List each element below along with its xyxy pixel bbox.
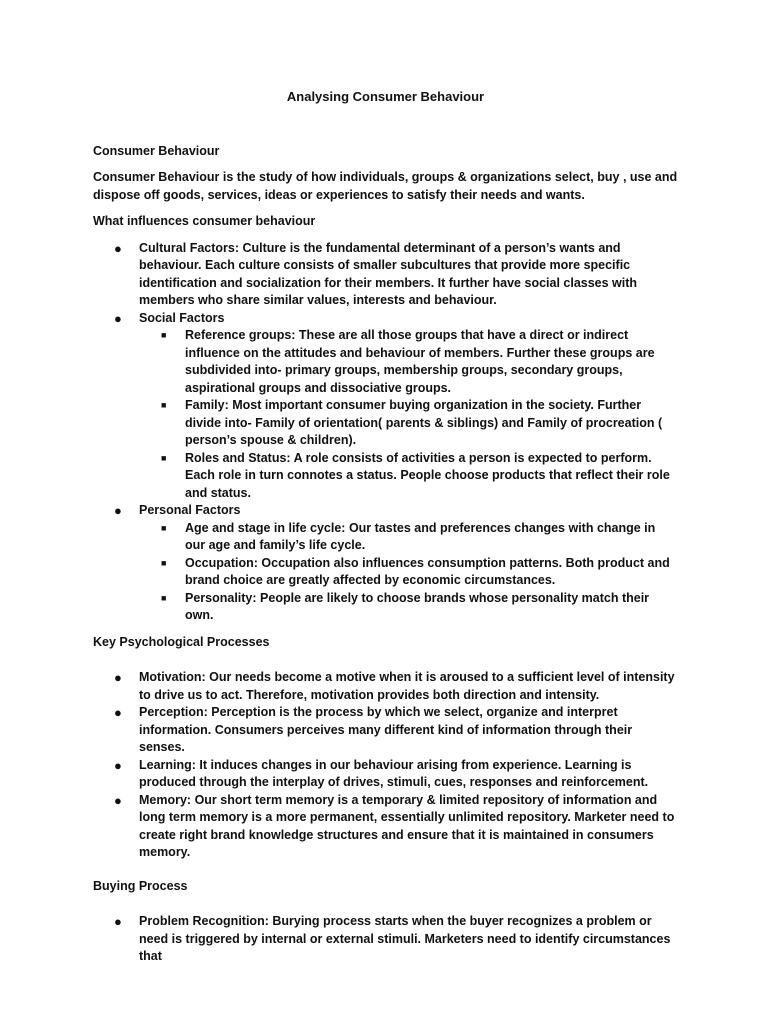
section-heading-consumer-behaviour: Consumer Behaviour [93, 143, 220, 158]
section-heading-buying-process: Buying Process [93, 878, 188, 893]
item-term: Motivation: [139, 670, 206, 684]
bullet-icon: ● [114, 240, 122, 256]
buying-process-list [93, 913, 678, 966]
item-text: Culture is the fundamental determinant of a person’s wants and behaviour. Each culture consists of smaller subcultures that provide more specific identification and socialization for their members. It further have social classes with members who share similar values, interests and behaviour. [139, 240, 638, 307]
bullet-icon: ● [114, 757, 122, 773]
item-term: Personality: [185, 590, 257, 605]
bullet-icon: ● [114, 792, 122, 808]
list-item [93, 240, 678, 310]
item-text: Perception is the process by which we select, organize and interpret information. Consumers perceives many different kind of information through their senses. [139, 705, 633, 754]
item-text: Most important consumer buying organization in the society. Further divide into- Family of orientation( parents & siblings) and Family of procreation ( person’s spouse & children). [185, 398, 663, 447]
item-term: Reference groups: [185, 328, 296, 342]
item-text: People are likely to choose brands whose personality match their own. [185, 590, 650, 622]
square-bullet-icon: ■ [161, 330, 167, 340]
psychological-processes-list [93, 669, 678, 862]
personal-factors-sublist [139, 520, 678, 625]
item-term: Roles and Status: [185, 450, 291, 465]
list-item [93, 310, 678, 503]
sub-list-item [139, 397, 678, 450]
list-item [93, 502, 678, 625]
definition-paragraph: Consumer Behaviour is the study of how individuals, groups & organizations select, buy , use and dispose off goods, services, ideas or experiences to satisfy their needs and wants. [93, 170, 678, 202]
item-text: These are all those groups that have a direct or indirect influence on the attitudes and behaviour of members. Further these groups are subdivided into- primary groups, membership groups, secondary groups, aspirational groups and dissociative groups. [185, 328, 655, 395]
sub-list-item [139, 327, 678, 397]
influences-list [93, 240, 678, 625]
bullet-icon: ● [114, 670, 122, 685]
item-term: Problem Recognition: [139, 914, 269, 928]
item-term: Memory: [139, 792, 192, 807]
sub-list-item [139, 590, 678, 625]
sub-list-item [139, 555, 678, 590]
bullet-icon: ● [114, 705, 122, 720]
item-term: Social Factors [139, 310, 225, 325]
sub-list-item [139, 450, 678, 503]
item-text: Occupation also influences consumption patterns. Both product and brand choice are greatly affected by economic circumstances. [185, 555, 670, 587]
square-bullet-icon: ■ [161, 452, 167, 463]
item-text: Our short term memory is a temporary & limited repository of information and long term memory is a more permanent, essentially unlimited repository. Marketer need to create right brand knowledge structures and ensure that it is maintained in consumers memory. [139, 792, 675, 859]
bullet-icon: ● [114, 310, 122, 326]
bullet-icon: ● [114, 914, 122, 929]
list-item [93, 757, 678, 792]
list-item [93, 704, 678, 757]
square-bullet-icon: ■ [161, 557, 167, 568]
list-item [93, 792, 678, 862]
square-bullet-icon: ■ [161, 400, 167, 410]
square-bullet-icon: ■ [161, 522, 167, 533]
social-factors-sublist [139, 327, 678, 502]
item-text: Burying process starts when the buyer recognizes a problem or need is triggered by internal or external stimuli. Marketers need to identify circumstances that [139, 914, 671, 963]
sub-list-item [139, 520, 678, 555]
item-term: Family: [185, 398, 229, 412]
list-item [93, 913, 678, 966]
item-term: Learning: [139, 757, 196, 772]
item-text: A role consists of activities a person is expected to perform. Each role in turn connotes a status. People choose products that reflect their role and status. [185, 450, 670, 500]
item-term: Perception: [139, 705, 208, 719]
list-item [93, 669, 678, 704]
item-term: Cultural Factors: [139, 240, 240, 255]
section-heading-psychological-processes: Key Psychological Processes [93, 634, 270, 649]
item-term: Age and stage in life cycle: [185, 520, 346, 535]
item-text: It induces changes in our behaviour arising from experience. Learning is produced through the interplay of drives, stimuli, cues, responses and reinforcement. [139, 757, 649, 789]
item-text: Our needs become a motive when it is aroused to a sufficient level of intensity to drive us to act. Therefore, motivation provides both direction and intensity. [139, 670, 675, 702]
item-term: Occupation: [185, 555, 258, 570]
item-text: Our tastes and preferences changes with change in our age and family’s life cycle. [185, 520, 656, 552]
page-title: Analysing Consumer Behaviour [286, 89, 485, 104]
item-term: Personal Factors [139, 503, 241, 517]
bullet-icon: ● [114, 503, 122, 518]
section-heading-influences: What influences consumer behaviour [93, 214, 316, 228]
square-bullet-icon: ■ [161, 592, 167, 603]
